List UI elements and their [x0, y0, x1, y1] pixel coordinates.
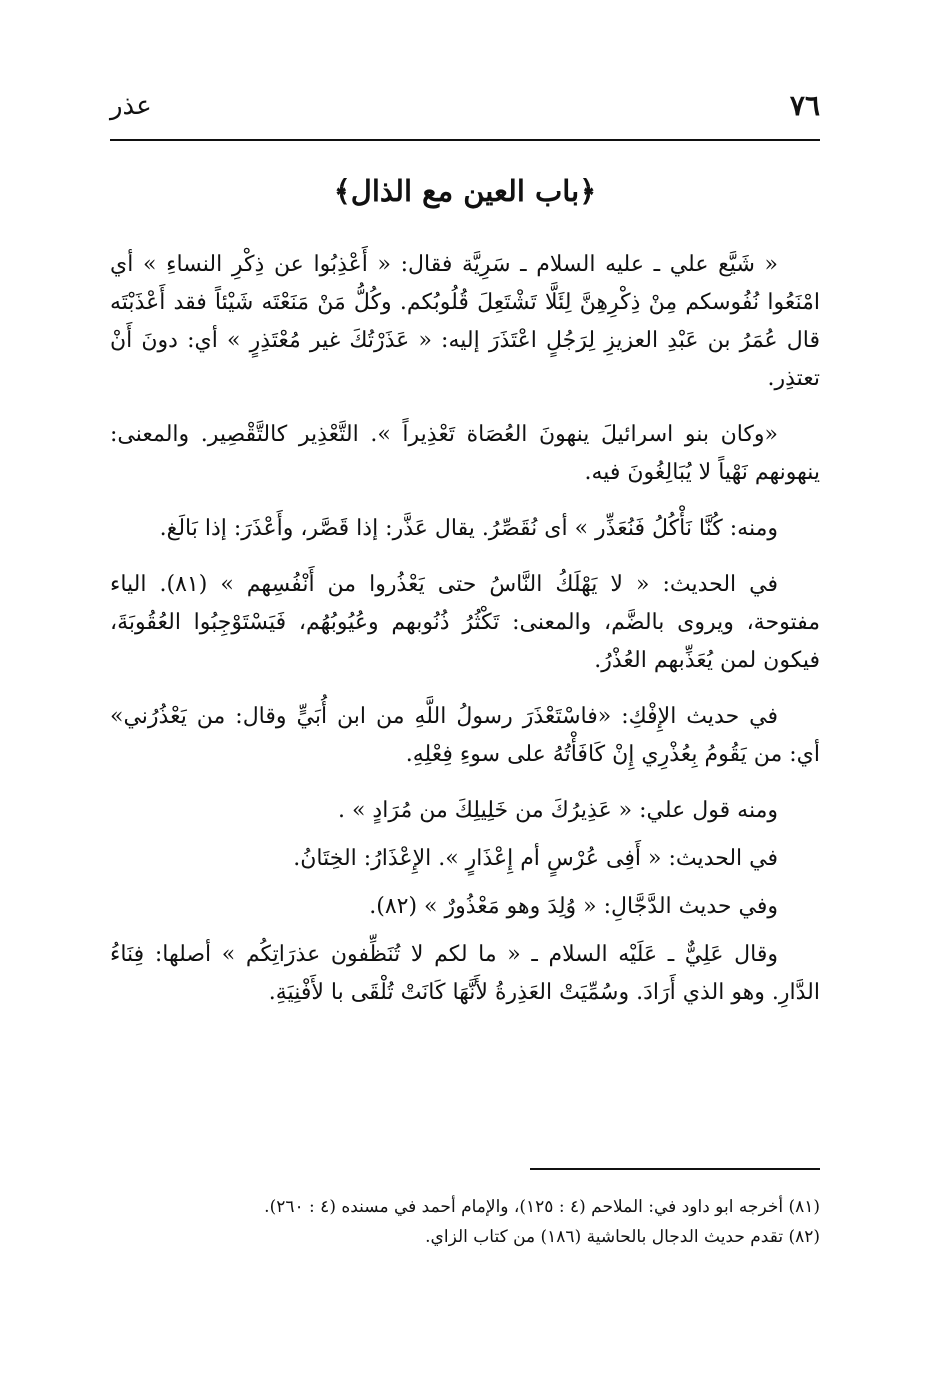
page-header: [110, 86, 820, 126]
running-head: عذر: [110, 91, 152, 121]
paragraph: في حديث الإِفْكِ: «فاسْتَعْذَرَ رسولُ اللَّهِ من ابن أُبَيٍّ وقال: من يَعْذُرُني» أي: من يَقُومُ بِعُذْرِي إِنْ كَافَأْتُهُ على سوءِ فِعْلِهِ.: [110, 704, 820, 767]
paragraph: في الحديث: « لا يَهْلَكُ النَّاسُ حتى يَعْذُروا من أَنْفُسِهم » (٨١). الياء مفتوحة، ويروى بالضَّم، والمعنى: تَكْثُرُ ذُنُوبهم وعُيُوبُهُم، فَيَسْتَوْجِبُوا العُقُوبَةَ، فيكون لمن يُعَذِّبهم العُذْرُ.: [110, 572, 820, 673]
paragraph: « شَيَّع علي ـ عليه السلام ـ سَرِيَّة فقال: « أَعْذِبُوا عن ذِكْرِ النساءِ » أي امْنَعُوا نُفُوسكم مِنْ ذِكْرِهِنَّ لِئَلَّا تَشْتَعِلَ قُلُوبُكم. وكُلُّ مَنْ مَنَعْتَه شَيْئاً فقد أَعْذَبْتَه قال عُمَرُ بن عَبْدِ العزيزِ لِرَجُلٍ اعْتَذَرَ إليه: « عَذَرْتُكَ غير مُعْتَذِرٍ » أي: دونَ أَنْ تعتذِر.: [110, 252, 820, 391]
page-number: ٧٦: [789, 89, 820, 122]
paragraph: ومنه: كُنَّا نَأْكُلُ فَنُعَذِّر » أى نُقَصِّرُ. يقال عَذَّر: إذا قَصَّر، وأَعْذَرَ: إذا بَالَغ.: [159, 516, 778, 541]
short-line: في الحديث: « أَفِى عُرْسٍ أم إِعْذَارٍ ». الإِعْذَارُ: الخِتَانُ.: [293, 846, 778, 871]
chapter-title: ﴿باب العين مع الذال﴾: [333, 174, 597, 208]
footnote: (٨١) أخرجه ابو داود في: الملاحم (٤ : ١٢٥)، والإمام أحمد في مسنده (٤ : ٢٦٠).: [264, 1197, 820, 1217]
paragraph: «وكان بنو اسرائيلَ ينهونَ العُصَاة تَعْذِيراً ». التَّعْذِير كالتَّقْصِير. والمعنى: ينهونهم نَهْياً لا يُبَالِغُونَ فيه.: [110, 422, 820, 485]
short-line: ومنه قول علي: « عَذِيرُكَ من خَلِيلِكَ من مُرَادٍ » .: [337, 798, 778, 823]
footnotes: [110, 1192, 820, 1252]
body-text: [110, 246, 820, 1030]
footnote-rule: [530, 1168, 820, 1170]
paragraph: وقال عَلِيٌّ ـ عَلَيْه السلام ـ « ما لكم لا تُنَظِّفون عذرَاتِكُم » أصلها: فِنَاءُ الدَّارِ. وهو الذي أَرَادَ. وسُمِّيَتْ العَذِرةُ لأَنَّهَا كَانَتْ تُلْقَى با لأَفْنِيَةِ.: [110, 942, 820, 1005]
short-line: وفي حديث الدَّجَّالِ: « وُلِدَ وهو مَعْذُورٌ » (٨٢).: [369, 894, 778, 919]
footnote: (٨٢) تقدم حديث الدجال بالحاشية (١٨٦) من كتاب الزاي.: [425, 1227, 820, 1247]
header-rule: [110, 139, 820, 141]
page: [110, 0, 820, 1374]
